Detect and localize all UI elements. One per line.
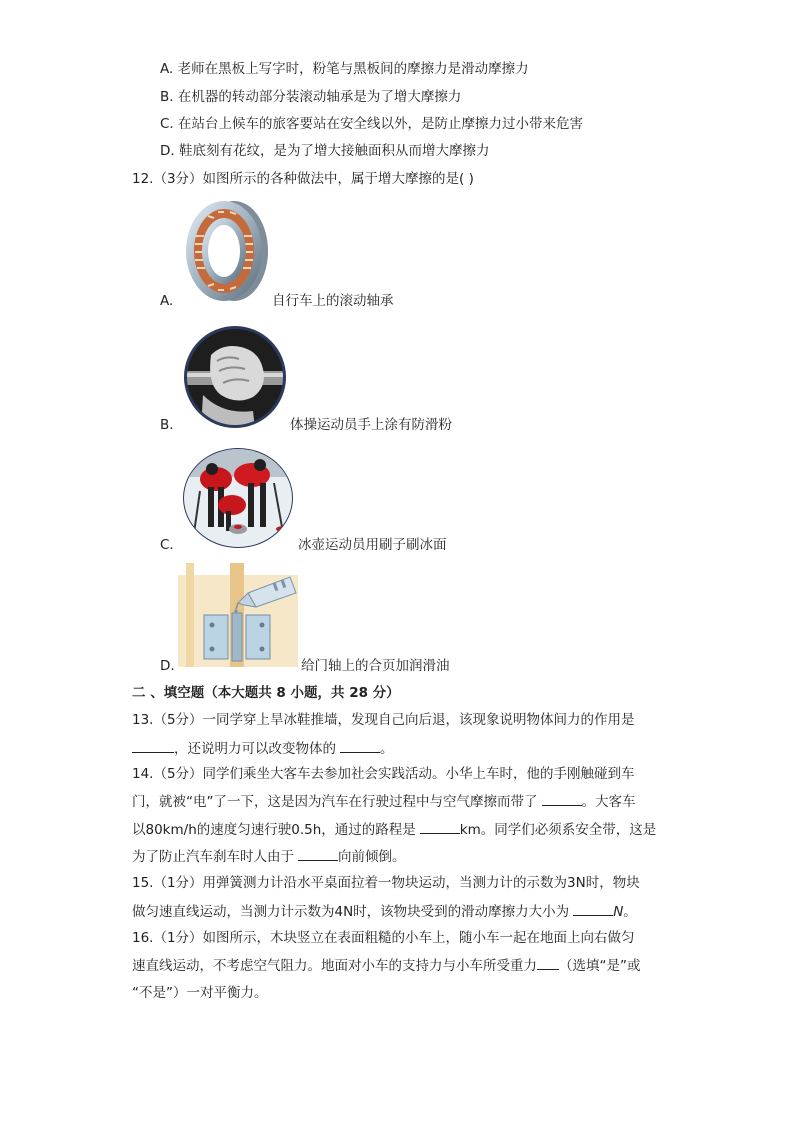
q11-option-c: C. 在站台上候车的旅客要站在安全线以外，是防止摩擦力过小带来危害 bbox=[160, 116, 584, 132]
q14-text-e: 为了防止汽车刹车时人由于 bbox=[132, 849, 294, 865]
q14-line-2 bbox=[132, 792, 636, 811]
q12-option-c-letter: C. bbox=[160, 537, 174, 553]
q14-text-c: 以80km/h的速度匀速行驶0.5h，通过的路程是 bbox=[132, 822, 416, 838]
q13-text-b: 。 bbox=[380, 741, 394, 757]
q12-option-c-caption: 冰壶运动员用刷子刷冰面 bbox=[298, 537, 447, 553]
q16-line-2 bbox=[132, 956, 641, 975]
q14-blank-2[interactable] bbox=[420, 820, 460, 834]
q12-option-b-caption: 体操运动员手上涂有防滑粉 bbox=[290, 417, 452, 433]
gymnast-hands-image bbox=[183, 325, 287, 429]
q15-line-1: 15.（1分）用弹簧测力计沿水平桌面拉着一物块运动，当测力计的示数为3N时，物块 bbox=[132, 875, 640, 891]
q16-line-1: 16.（1分）如图所示，木块竖立在表面粗糙的小车上，随小车一起在地面上向右做匀 bbox=[132, 930, 635, 946]
q14-line-4 bbox=[132, 847, 406, 866]
q15-line-2 bbox=[132, 902, 637, 921]
q15-unit: N bbox=[613, 904, 624, 920]
q13-text-a: ，还说明力可以改变物体的 bbox=[174, 741, 336, 757]
q11-option-b: B. 在机器的转动部分装滚动轴承是为了增大摩擦力 bbox=[160, 89, 462, 105]
q12-stem: 12.（3分）如图所示的各种做法中，属于增大摩擦的是( ) bbox=[132, 171, 474, 187]
q15-text-end: 。 bbox=[623, 904, 637, 920]
q14-line-1: 14.（5分）同学们乘坐大客车去参加社会实践活动。小华上车时，他的手刚触碰到车 bbox=[132, 766, 635, 782]
q15-text-a: 做匀速直线运动，当测力计示数为4N时，该物块受到的滑动摩擦力大小为 bbox=[132, 904, 570, 920]
q12-option-b-letter: B. bbox=[160, 417, 174, 433]
q14-text-b: 。大客车 bbox=[581, 794, 636, 810]
q12-option-a-letter: A. bbox=[160, 293, 174, 309]
q13-line-1: 13.（5分）一同学穿上旱冰鞋推墙，发现自己向后退，该现象说明物体间力的作用是 bbox=[132, 712, 635, 728]
q12-option-d-letter: D. bbox=[160, 658, 175, 674]
q12-option-d-caption: 给门轴上的合页加润滑油 bbox=[301, 658, 450, 674]
q14-text-f: 向前倾倒。 bbox=[338, 849, 406, 865]
q16-text-b: （选填“是”或 bbox=[559, 958, 641, 974]
q11-option-a: A. 老师在黑板上写字时，粉笔与黑板间的摩擦力是滑动摩擦力 bbox=[160, 61, 529, 77]
q16-line-3: “不是”）一对平衡力。 bbox=[132, 985, 268, 1001]
q14-line-3 bbox=[132, 820, 656, 839]
q16-text-a: 速直线运动，不考虑空气阻力。地面对小车的支持力与小车所受重力 bbox=[132, 958, 537, 974]
q14-blank-3[interactable] bbox=[298, 847, 338, 861]
q14-text-d: km。同学们必须系安全带，这是 bbox=[459, 822, 657, 838]
q13-line-2 bbox=[132, 739, 394, 758]
door-hinge-oil-image bbox=[178, 563, 298, 667]
q11-option-d: D. 鞋底刻有花纹，是为了增大接触面积从而增大摩擦力 bbox=[160, 143, 490, 159]
q14-blank-1[interactable] bbox=[542, 792, 582, 806]
section-fill-in-header: 二 、填空题（本大题共 8 小题，共 28 分） bbox=[132, 685, 400, 701]
roller-bearing-image bbox=[178, 196, 270, 306]
q12-option-a-caption: 自行车上的滚动轴承 bbox=[272, 293, 394, 309]
curling-athletes-image bbox=[182, 447, 294, 549]
q16-blank-1[interactable] bbox=[537, 956, 559, 970]
q15-blank-1[interactable] bbox=[573, 902, 613, 916]
q13-blank-2[interactable] bbox=[340, 739, 380, 753]
q13-blank-1[interactable] bbox=[132, 739, 174, 753]
q14-text-a: 门，就被“电”了一下，这是因为汽车在行驶过程中与空气摩擦而带了 bbox=[132, 794, 538, 810]
